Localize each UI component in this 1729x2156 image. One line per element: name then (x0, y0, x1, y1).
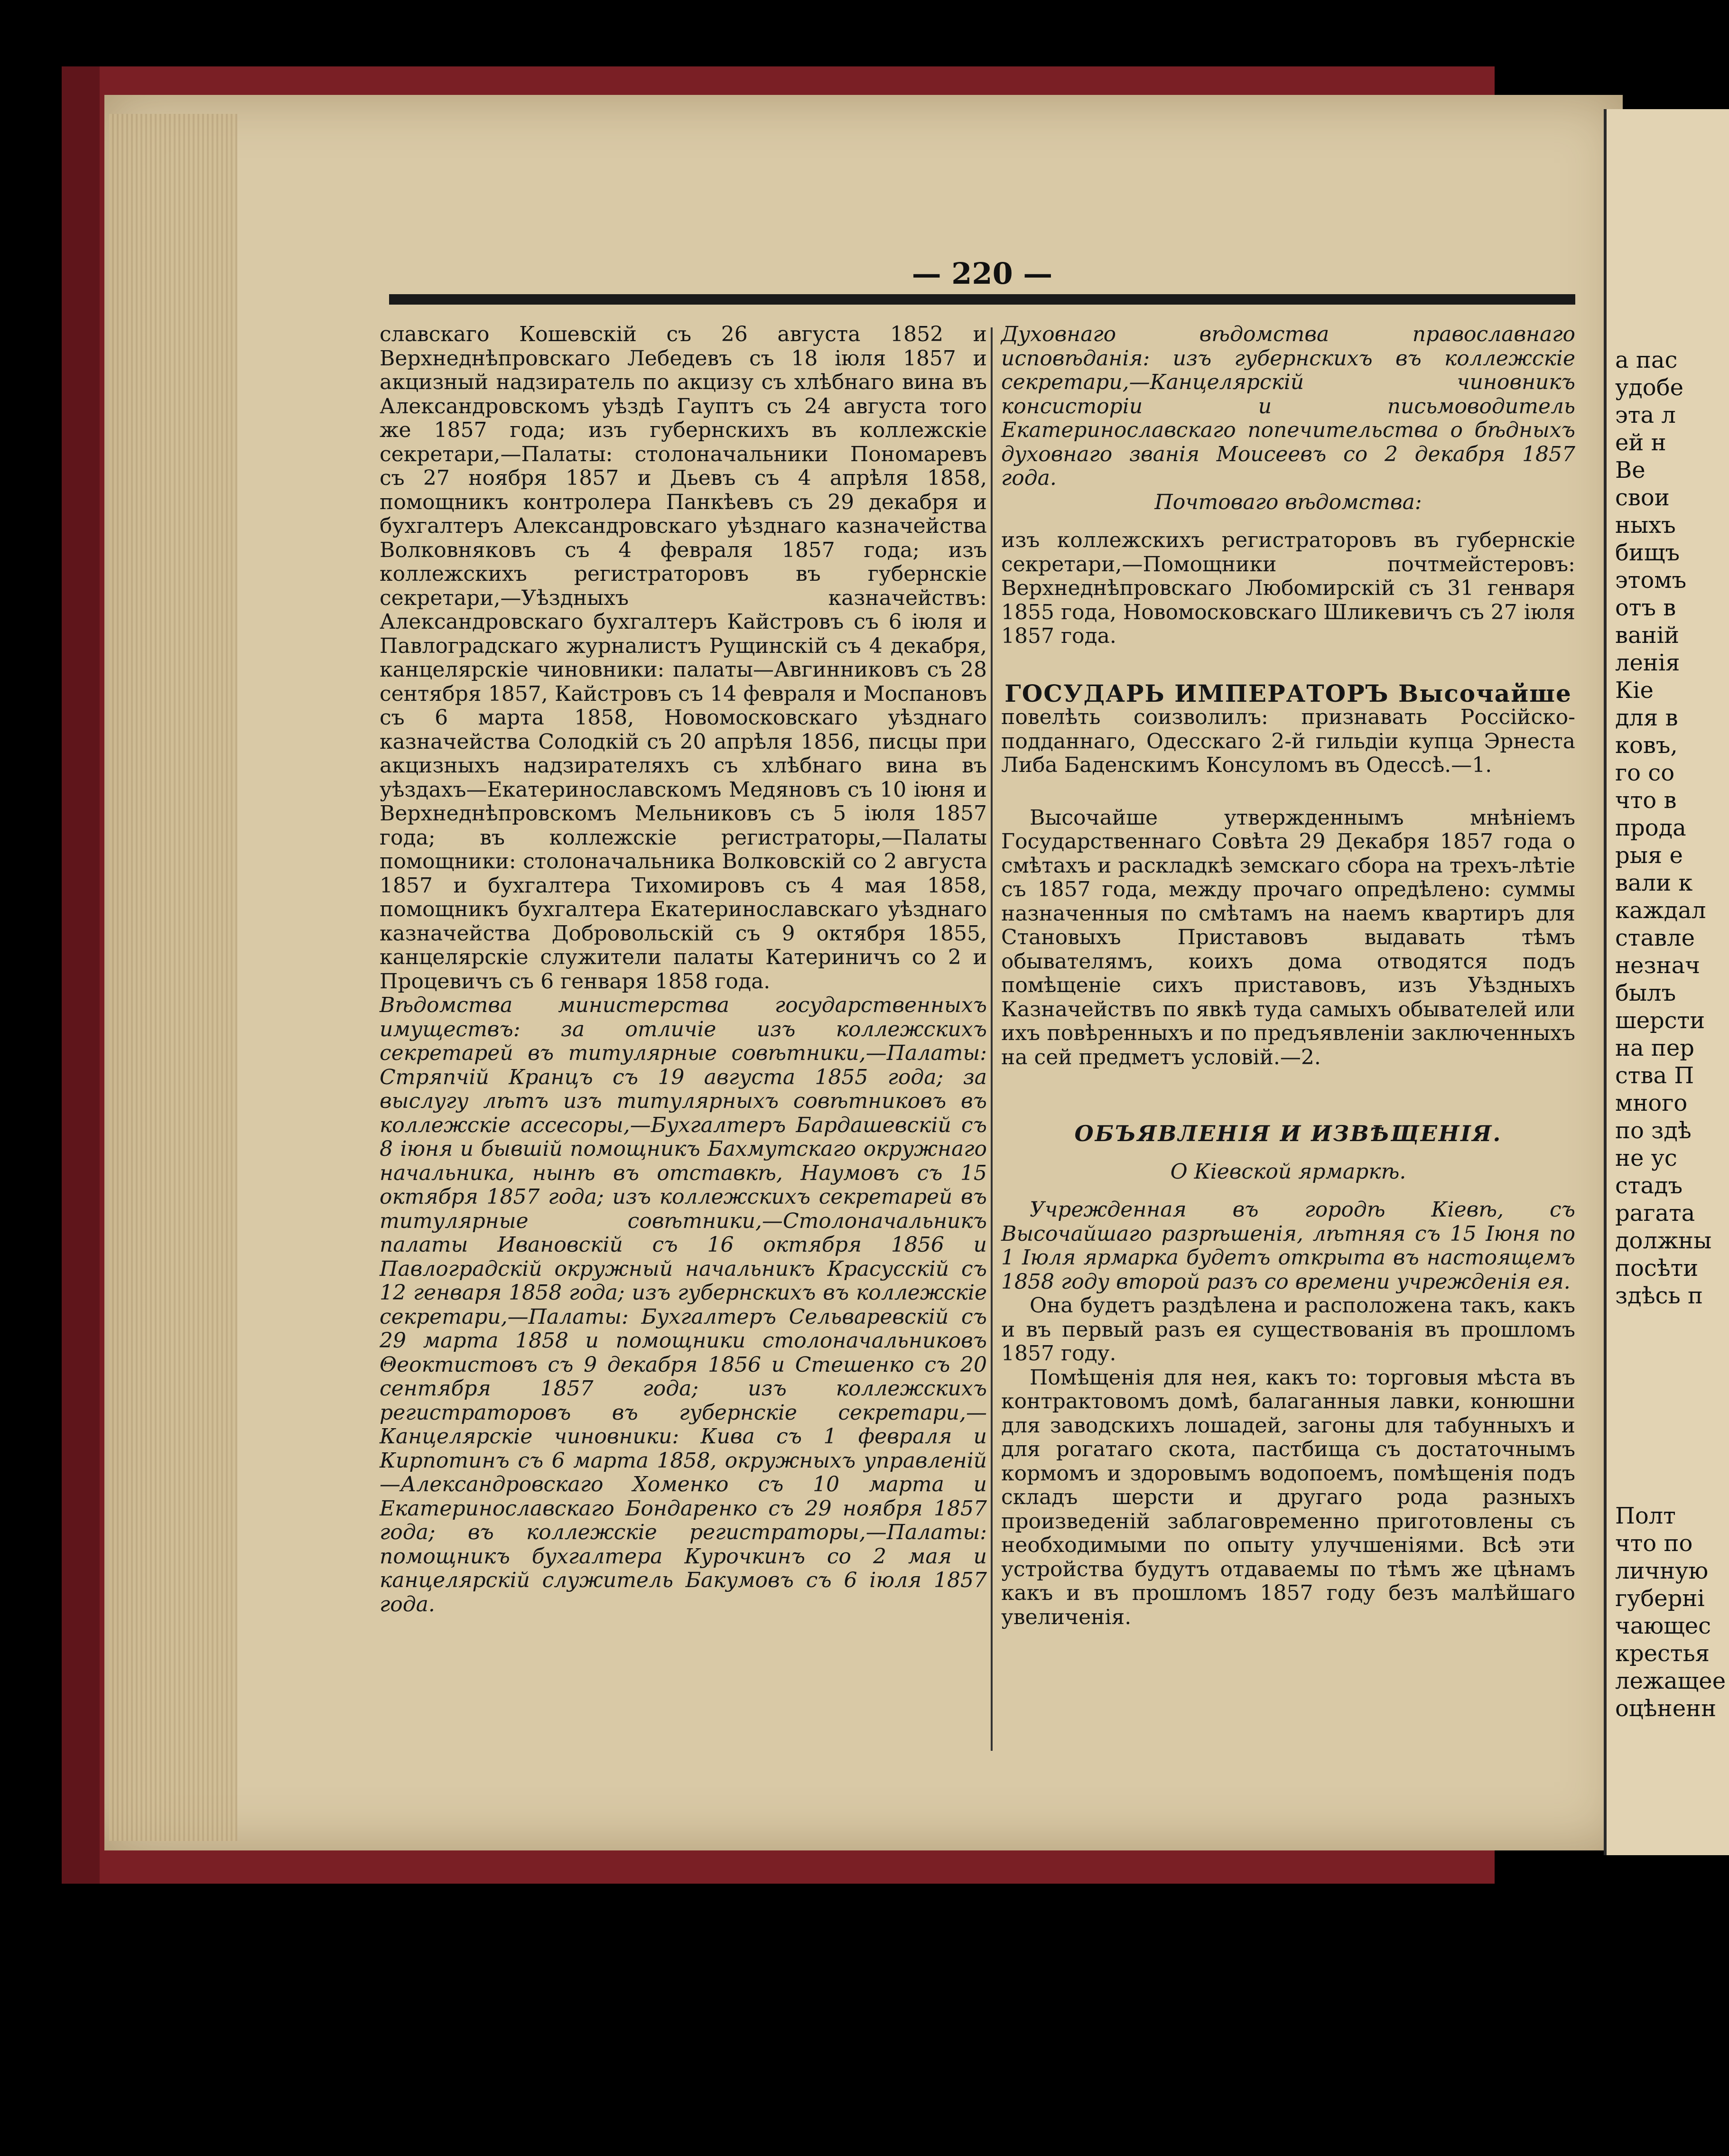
page-number: — 220 — (911, 256, 1053, 291)
facing-page-line (1607, 1392, 1729, 1420)
facing-page-line: рагата (1615, 1200, 1695, 1227)
facing-page-line: Кіе (1615, 677, 1654, 704)
postal-title: Почтоваго вѣдомства: (1154, 490, 1422, 514)
facing-page-line: много (1615, 1090, 1688, 1116)
facing-page-line: свои (1615, 484, 1670, 511)
page-stack-edge (109, 114, 237, 1841)
facing-page-line: вали к (1615, 870, 1693, 896)
facing-page-line: ей н (1615, 429, 1666, 456)
facing-page-line: Полт (1615, 1503, 1676, 1529)
facing-page-line: по здѣ (1615, 1117, 1692, 1144)
facing-page-line: ковъ, (1615, 732, 1678, 759)
facing-page-line: ваній (1615, 622, 1679, 649)
facing-page-line: должны (1615, 1227, 1712, 1254)
facing-page-line: стадъ (1615, 1172, 1683, 1199)
right-column (1001, 323, 1575, 1629)
facing-page-line: этомъ (1615, 567, 1687, 594)
column-divider (991, 327, 993, 1751)
facing-page-line: губерні (1615, 1585, 1705, 1612)
facing-page-line: ленія (1615, 650, 1680, 676)
left-paragraph-1: славскаго Кошевскій съ 26 августа 1852 и Верхнеднѣпровскаго Лебедевъ съ 18 іюля 1857 и акцизный надзиратель по акцизу съ хлѣбнаго вина въ Александровскомъ уѣздѣ Гауптъ съ 24 августа того же 1857 года; изъ губернскихъ въ коллежскіе секретари,—Палаты: столоначальники Пономаревъ съ 27 ноября 1857 и Дьевъ съ 4 апрѣля 1858, помощникъ контролера Панкѣевъ съ 29 декабря и бухгалтеръ Александровскаго уѣзднаго казначейства Волковняковъ съ 4 февраля 1857 года; изъ коллежскихъ регистраторовъ въ губернскіе секретари,—Уѣздныхъ казначействъ: Александровскаго бухгалтеръ Кайстровъ съ 6 іюля и Павлоградскаго журналистъ Рущинскій съ 4 декабря, канцелярскіе чиновники: палаты—Авгинниковъ съ 28 сентября 1857, Кайстровъ съ 14 февраля и Моспановъ съ 6 марта 1858, Новомосковскаго уѣзднаго казначейства Солодкій съ 20 апрѣля 1856, писцы при акцизныхъ надзирателяхъ съ хлѣбнаго вина въ уѣздахъ—Екатеринославскомъ Медяновъ съ 10 іюня и Верхнеднѣпровскомъ Мельниковъ съ 5 іюля 1857 года; въ коллежскіе регистраторы,—Палаты помощники: столоначальника Волковскій со 2 августа 1857 и бухгалтера Тихомировъ съ 4 мая 1858, помощникъ бухгалтера Екатеринославскаго уѣзднаго казначейства Добровольскій съ 9 октября 1855, канцелярскіе служители палаты Катериничъ со 2 и Процевичъ съ 6 генваря 1858 года. (380, 322, 987, 994)
section-subtitle: О Кіевской ярмаркѣ. (1170, 1159, 1406, 1184)
facing-page-line: каждал (1615, 897, 1706, 924)
right-paragraph-7: Помѣщенія для нея, какъ то: торговыя мѣста въ контрактовомъ домѣ, балаганныя лавки, конюшни для заводскихъ лошадей, загоны для табунныхъ и для рогатаго скота, пастбища съ достаточнымъ кормомъ и здоровымъ водопоемъ, помѣщенія подъ складъ шерсти и другаго рода разныхъ произведеній заблаговременно приготовлены съ необходимыми по опыту улучшеніями. Всѣ эти устройства будутъ отдаваемы по тѣмъ же цѣнамъ какъ и въ прошломъ 1857 году безъ малѣйшаго увеличенія. (1001, 1365, 1575, 1629)
right-paragraph-4: Высочайше утвержденнымъ мнѣніемъ Государственнаго Совѣта 29 Декабря 1857 года о смѣтахъ и раскладкѣ земскаго сбора на трехъ-лѣтіе съ 1857 года, между прочаго опредѣлено: суммы назначенныя по смѣтамъ на наемъ квартиръ для Становыхъ Приставовъ выдавать тѣмъ обывателямъ, коихъ дома отводятся подъ помѣщеніе сихъ приставовъ, изъ Уѣздныхъ Казначействъ по явкѣ туда самыхъ обывателей или ихъ повѣренныхъ и по предъявленіи заключенныхъ на сей предметъ условій.—2. (1001, 805, 1575, 1069)
facing-page-line: незнач (1615, 952, 1700, 979)
facing-page-lines (1607, 109, 1729, 1722)
right-paragraph-1: Духовнаго вѣдомства православнаго исповѣданія: изъ губернскихъ въ коллежскіе секретари,—Канцелярскій чиновникъ консисторіи и письмоводитель Екатеринославскаго попечительства о бѣдныхъ духовнаго званія Моисеевъ со 2 декабря 1857 года. (1001, 322, 1575, 490)
right-paragraph-6: Она будетъ раздѣлена и расположена такъ, какъ и въ первый разъ ея существованія въ прошломъ 1857 году. (1001, 1293, 1575, 1366)
facing-page-line: посѣти (1615, 1255, 1699, 1282)
facing-page-line: былъ (1615, 980, 1676, 1006)
facing-page-line: ныхъ (1615, 512, 1676, 539)
header-rule (389, 294, 1575, 305)
facing-page-line: что по (1615, 1530, 1693, 1557)
facing-page-line: Ве (1615, 457, 1645, 483)
facing-page-line: бищъ (1615, 539, 1680, 566)
facing-page-line: шерсти (1615, 1007, 1705, 1034)
page-header (389, 256, 1575, 313)
facing-page-line: чающес (1615, 1613, 1711, 1639)
facing-page-line: личную (1615, 1558, 1709, 1584)
facing-page-line: что в (1615, 787, 1677, 814)
facing-page-line: го со (1615, 760, 1675, 786)
facing-page-line (1607, 1365, 1729, 1392)
facing-page-line (1607, 1337, 1729, 1365)
imperial-heading: ГОСУДАРЬ ИМПЕРАТОРЪ Высочайше (1004, 679, 1572, 707)
facing-page-line: на пер (1615, 1035, 1694, 1061)
facing-page-line: ства П (1615, 1062, 1694, 1089)
right-paragraph-3: повелѣть соизволилъ: признавать Россійско-подданнаго, Одесскаго 2-й гильдіи купца Эрнеста Либа Баденскимъ Консуломъ въ Одессѣ.—1. (1001, 705, 1575, 777)
section-title: ОБЪЯВЛЕНІЯ И ИЗВѢЩЕНІЯ. (1074, 1121, 1502, 1146)
left-paragraph-2: Вѣдомства министерства государственныхъ имуществъ: за отличіе изъ коллежскихъ секретарей въ титулярные совѣтники,—Палаты: Стряпчій Кранцъ съ 19 августа 1855 года; за выслугу лѣтъ изъ титулярныхъ совѣтниковъ въ коллежскіе ассесоры,—Бухгалтеръ Бардашевскій съ 8 іюня и бывшій помощникъ Бахмутскаго окружнаго начальника, нынѣ въ отставкѣ, Наумовъ съ 15 октября 1857 года; изъ коллежскихъ секретарей въ титулярные совѣтники,—Столоначальникъ палаты Ивановскій съ 16 октября 1856 и Павлоградскій окружный начальникъ Красусскій съ 12 генваря 1858 года; изъ губернскихъ въ коллежскіе секретари,—Палаты: Бухгалтеръ Сельваревскій съ 29 марта 1858 и помощники столоначальниковъ Θеоктистовъ съ 9 декабря 1856 и Стешенко съ 20 сентября 1857 года; изъ коллежскихъ регистраторовъ въ губернскіе секретари,—Канцелярскіе чиновники: Кива съ 1 февраля и Кирпотинъ съ 6 марта 1858, окружныхъ управленій—Александровскаго Хоменко съ 10 марта и Екатеринославскаго Бондаренко съ 29 ноября 1857 года; въ коллежскіе регистраторы,—Палаты: помощникъ бухгалтера Курочкинъ со 2 мая и канцелярскій служитель Бакумовъ съ 6 іюля 1857 года. (380, 993, 987, 1617)
facing-page-line: удобе (1615, 374, 1683, 401)
facing-page-line: эта л (1615, 402, 1676, 428)
facing-page-line: не ус (1615, 1145, 1677, 1171)
facing-page-line (1607, 1420, 1729, 1447)
facing-page-line (1607, 1475, 1729, 1502)
right-paragraph-5: Учрежденная въ городѣ Кіевѣ, съ Высочайшаго разрѣшенія, лѣтняя съ 15 Іюня по 1 Іюля ярмарка будетъ открыта въ настоящемъ 1858 году второй разъ со времени учрежденія ея. (1001, 1198, 1575, 1294)
facing-page-line: отъ в (1615, 595, 1676, 621)
right-paragraph-2: изъ коллежскихъ регистраторовъ въ губернскіе секретари,—Помощники почтмейстеровъ: Верхнеднѣпровскаго Любомирскій съ 31 генваря 1855 года, Новомосковскаго Шликевичъ съ 27 іюля 1857 года. (1001, 528, 1575, 648)
facing-page-line (1607, 1447, 1729, 1475)
facing-page-line: крестья (1615, 1640, 1710, 1667)
book-spine-edge (62, 66, 100, 1884)
facing-page-line: рыя е (1615, 842, 1683, 869)
facing-page-line: здѣсь п (1615, 1282, 1703, 1309)
facing-page-line: оцѣненн (1615, 1695, 1717, 1722)
facing-page-line: а пас (1615, 347, 1678, 373)
facing-page-line (1607, 1310, 1729, 1337)
facing-page (1604, 109, 1729, 1855)
facing-page-line: прода (1615, 815, 1686, 841)
left-column (380, 323, 987, 1617)
facing-page-line: лежащее (1615, 1668, 1726, 1694)
facing-page-line: ставле (1615, 925, 1695, 951)
facing-page-line: для в (1615, 705, 1678, 731)
